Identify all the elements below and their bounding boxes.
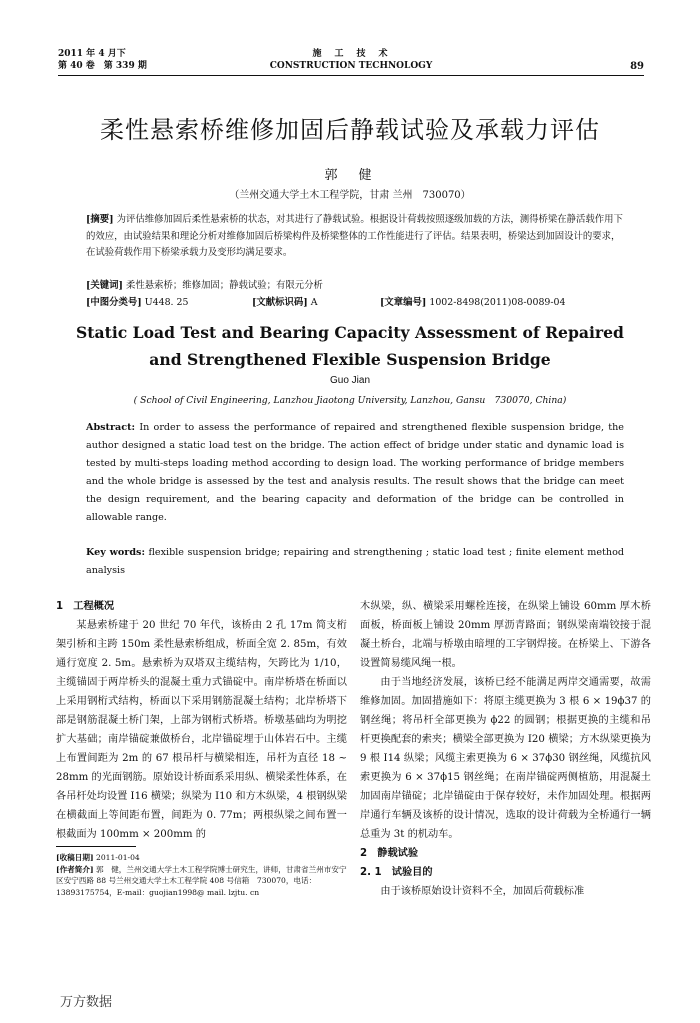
received-value: 2011-01-04 bbox=[95, 853, 140, 862]
keywords-zh bbox=[86, 278, 624, 295]
watermark: 万方数据 bbox=[60, 995, 113, 1010]
abstract-zh-text: 为评估维修加固后柔性悬索桥的状态，对其进行了静载试验。根据设计荷载按照逐级加载的方法，测得桥梁在静活载作用下的效应，由试验结果和理论分析对维修加固后桥梁构件及桥梁整体的工作性能进行了评估。结果表明，桥梁达到加固设计的要求，在试验荷载作用下桥梁承载力及变形均满足要求。 bbox=[86, 214, 623, 258]
title-en bbox=[40, 319, 660, 373]
article-label: [文章编号] bbox=[380, 297, 427, 308]
journal-name-en: CONSTRUCTION TECHNOLOGY bbox=[269, 61, 433, 71]
author-bio bbox=[56, 864, 347, 899]
title-zh: 柔性悬索桥维修加固后静载试验及承载力评估 bbox=[100, 116, 600, 144]
title-en-line1: Static Load Test and Bearing Capacity Assessment of Repaired bbox=[76, 323, 624, 342]
abstract-zh-label: [摘要] bbox=[86, 214, 114, 225]
doc-code bbox=[252, 295, 318, 311]
abstract-zh bbox=[86, 212, 624, 262]
journal-name bbox=[58, 48, 644, 72]
affiliation-en: ( School of Civil Engineering, Lanzhou Jiaotong University, Lanzhou, Gansu 730070, China) bbox=[133, 395, 567, 406]
section-2-title: 2 静载试验 bbox=[360, 848, 419, 859]
keywords-zh-label: [关键词] bbox=[86, 280, 123, 291]
body-column-right bbox=[360, 597, 651, 901]
section-2-1-paragraph: 由于该桥原始设计资料不全，加固后荷载标准 bbox=[380, 886, 585, 897]
title-en-line2: and Strengthened Flexible Suspension Bridge bbox=[149, 350, 551, 369]
body-column-left bbox=[56, 597, 347, 844]
received-date bbox=[56, 852, 347, 864]
section-1-title: 1 工程概况 bbox=[56, 601, 115, 612]
clc-value: U448. 25 bbox=[144, 297, 189, 308]
page-number: 89 bbox=[630, 61, 644, 72]
issue-date: 2011 年 4 月下 bbox=[58, 49, 126, 59]
article-number bbox=[380, 295, 565, 311]
received-label: [收稿日期] bbox=[56, 853, 94, 862]
bio-label: [作者简介] bbox=[56, 864, 94, 874]
running-header bbox=[58, 48, 644, 78]
footnote bbox=[56, 852, 347, 898]
keywords-en-text: flexible suspension bridge; repairing and strengthening ; static load test ; finite element method analysis bbox=[86, 547, 624, 576]
section-2-1-title: 2. 1 试验目的 bbox=[360, 867, 433, 878]
doc-label: [文献标识码] bbox=[252, 297, 308, 308]
keywords-en-label: Key words: bbox=[86, 547, 145, 558]
bio-text: 郭 健，兰州交通大学土木工程学院博士研究生，讲师，甘肃省兰州市安宁区安宁西路 88 号兰州交通大学土木工程学院 408 号信箱 730070，电话：13893175754，E-mail：guojian1998@ mail. lzjtu. cn bbox=[56, 864, 347, 897]
author-en: Guo Jian bbox=[329, 375, 371, 386]
issue-volume: 第 40 卷 第 339 期 bbox=[58, 61, 147, 71]
abstract-en bbox=[86, 419, 624, 527]
section-1-paragraph: 某悬索桥建于 20 世纪 70 年代，该桥由 2 孔 17m 简支桁架引桥和主跨 150m 柔性悬索桥组成，桥面全宽 2. 85m，有效通行宽度 2. 5m。悬索桥为双塔双主缆结构，矢跨比为 1/10，主缆锚固于两岸桥头的混凝土重力式锚碇中。南岸桥塔在桥面以上采用钢桁式结构，桥面以下采用钢筋混凝土结构；北岸桥塔下部是钢筋混凝土桥门架，上部为钢桁式桥塔。桥墩基础均为明挖扩大基础；南岸锚碇兼做桥台，北岸锚碇埋于山体岩石中。主缆上布置间距为 2m 的 67 根吊杆与横梁相连，吊杆为直径 18 ~ 28mm 的光面钢筋。原始设计桥面系采用纵、横梁柔性体系，在各吊杆处均设置 I16 横梁；纵梁为 I10 和方木纵梁，4 根钢纵梁在横截面上等间距布置，间距为 0. 77m；两根纵梁之间布置一根截面为 100mm × 200mm 的 bbox=[56, 620, 347, 840]
affiliation-zh: （兰州交通大学土木工程学院，甘肃 兰州 730070） bbox=[229, 190, 471, 201]
doc-value: A bbox=[310, 297, 318, 308]
header-divider bbox=[58, 75, 644, 76]
keywords-zh-text: 柔性悬索桥；维修加固；静载试验；有限元分析 bbox=[125, 280, 323, 291]
article-value: 1002-8498(2011)08-0089-04 bbox=[429, 297, 566, 308]
abstract-en-text: In order to assess the performance of repaired and strengthened flexible suspension bridge, the author designed a static load test on the bridge. The action effect of bridge under static and dynamic load is tested by multi-steps loading method according to design load. The working performance of bridge members and the whole bridge is assessed by the test and analysis results. The result shows that the bridge can meet the design requirement, and the bearing capacity and deformation of the bridge can be controlled in allowable range. bbox=[86, 422, 624, 523]
author-zh: 郭 健 bbox=[324, 168, 376, 183]
section-1-paragraph-2: 由于当地经济发展，该桥已经不能满足两岸交通需要，故需维修加固。加固措施如下：将原主缆更换为 3 根 6 × 19ϕ37 的钢丝绳；将吊杆全部更换为 ϕ22 的圆钢；根据更换的主缆和吊杆更换配套的索夹；横梁全部更换为 I20 横梁；方木纵梁更换为 9 根 I14 纵梁；风缆主索更换为 6 × 37ϕ30 钢丝绳，风缆抗风索更换为 6 × 37ϕ15 钢丝绳；在南岸锚碇两侧植筋，用混凝土加固南岸锚碇；北岸锚碇由于保存较好，未作加固处理。根据两岸通行车辆及该桥的设计情况，选取的设计荷载为全桥通行一辆总重为 3t 的机动车。 bbox=[360, 677, 651, 840]
keywords-en bbox=[86, 544, 624, 580]
section-1-paragraph-cont: 木纵梁，纵、横梁采用螺栓连接，在纵梁上铺设 60mm 厚木桥面板，桥面板上铺设 20mm 厚沥青路面；钢纵梁南端铰接于混凝土桥台，北端与桥墩由暗埋的工字钢焊接。在桥梁上、下游各设置简易缆风绳一根。 bbox=[360, 601, 651, 669]
footnote-divider bbox=[56, 846, 136, 847]
abstract-en-label: Abstract: bbox=[86, 422, 136, 433]
clc-code bbox=[86, 295, 188, 311]
clc-label: [中图分类号] bbox=[86, 297, 142, 308]
journal-name-zh: 施 工 技 术 bbox=[312, 49, 390, 59]
